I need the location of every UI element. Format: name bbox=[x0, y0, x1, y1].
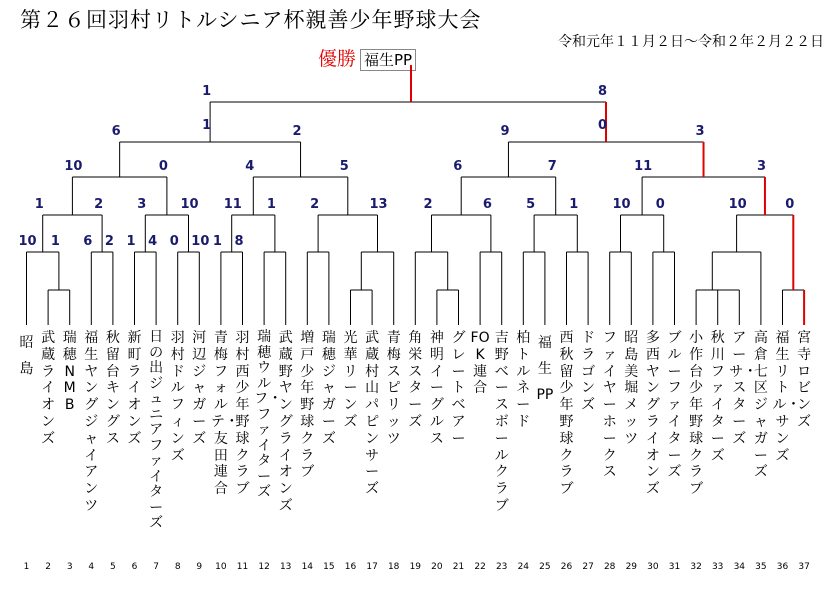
match-score: 10 bbox=[612, 197, 631, 212]
match-score: 0 bbox=[655, 197, 665, 212]
team-number: 10 bbox=[215, 562, 227, 572]
match-score: 5 bbox=[339, 159, 349, 174]
match-score: 4 bbox=[148, 234, 158, 249]
team-name: 羽村西少年野球クラブ bbox=[235, 330, 250, 498]
team-name: 宮寺ロビンズ bbox=[797, 330, 812, 430]
match-score: 2 bbox=[292, 124, 302, 139]
team-name: 小作台少年野球クラブ bbox=[689, 330, 704, 498]
team-name: 柏トルネード bbox=[516, 330, 531, 430]
team-number: 15 bbox=[323, 562, 335, 572]
team-number: 31 bbox=[668, 562, 681, 572]
team-number: 14 bbox=[301, 562, 314, 572]
team-name: 秋川ファイターズ bbox=[710, 330, 725, 464]
team-number: 13 bbox=[279, 562, 292, 572]
match-score: 0 bbox=[785, 197, 795, 212]
match-score: 1 bbox=[266, 197, 276, 212]
team-number: 28 bbox=[603, 562, 616, 572]
match-score: 6 bbox=[111, 124, 121, 139]
team-number: 30 bbox=[647, 562, 659, 572]
match-score: 5 bbox=[526, 197, 536, 212]
match-score: 10 bbox=[191, 234, 210, 249]
team-name: 羽村ドルフィンズ bbox=[170, 330, 185, 464]
team-name: 福生リトル・サンズ bbox=[772, 330, 801, 464]
team-number: 29 bbox=[625, 562, 638, 572]
team-name: 瑞穂NMB bbox=[62, 330, 77, 414]
team-name: 秋留台キングス bbox=[105, 330, 120, 447]
team-name: 昭島美堀メッツ bbox=[624, 330, 639, 447]
team-number: 23 bbox=[495, 562, 508, 572]
match-score: 6 bbox=[453, 159, 463, 174]
team-number: 22 bbox=[474, 562, 486, 572]
team-name: ブルーファイターズ bbox=[667, 330, 682, 481]
team-name: 新町ライオンズ bbox=[127, 330, 142, 447]
match-score: 1 bbox=[202, 84, 212, 99]
team-name: 武蔵野ヤングライオンズ bbox=[278, 330, 293, 514]
team-number: 20 bbox=[431, 562, 443, 572]
match-score: 3 bbox=[756, 159, 766, 174]
team-number: 33 bbox=[711, 562, 724, 572]
team-name: ドラゴンズ bbox=[581, 330, 596, 414]
match-score: 13 bbox=[369, 197, 388, 212]
match-score: 0 bbox=[597, 118, 608, 133]
team-name: 青梅スピリッツ bbox=[386, 330, 401, 447]
match-score: 10 bbox=[18, 234, 37, 249]
team-name: 角栄スターズ bbox=[408, 330, 423, 430]
match-score: 0 bbox=[158, 159, 168, 174]
match-score: 11 bbox=[634, 159, 653, 174]
team-name: 河辺ジャガーズ bbox=[192, 330, 207, 447]
match-score: 3 bbox=[695, 124, 705, 139]
team-name: グレートベアー bbox=[451, 330, 466, 447]
team-number: 17 bbox=[366, 562, 378, 572]
match-score: 8 bbox=[597, 84, 608, 99]
team-number: 32 bbox=[690, 562, 702, 572]
team-number: 36 bbox=[776, 562, 789, 572]
team-name: 光華リーンズ bbox=[343, 330, 358, 430]
match-score: 7 bbox=[547, 159, 557, 174]
team-number: 9 bbox=[196, 562, 203, 572]
team-name: 瑞穂ジャガーズ bbox=[321, 330, 336, 447]
match-score: 1 bbox=[34, 197, 44, 212]
team-number: 18 bbox=[387, 562, 400, 572]
match-score: 3 bbox=[137, 197, 147, 212]
team-number: 24 bbox=[517, 562, 530, 572]
team-number: 25 bbox=[539, 562, 551, 572]
team-number: 19 bbox=[409, 562, 422, 572]
team-number: 16 bbox=[344, 562, 357, 572]
team-number: 4 bbox=[88, 562, 95, 572]
match-score: 4 bbox=[245, 159, 255, 174]
team-name: 吉野ベースボールクラブ bbox=[494, 330, 509, 514]
team-name: 武蔵村山パピンサーズ bbox=[365, 330, 380, 498]
team-number: 35 bbox=[755, 562, 767, 572]
team-number: 8 bbox=[174, 562, 181, 572]
match-score: 0 bbox=[169, 234, 179, 249]
team-name: 多西ヤングライオンズ bbox=[645, 330, 660, 498]
team-number: 1 bbox=[23, 562, 30, 572]
team-number: 2 bbox=[45, 562, 51, 572]
team-number: 6 bbox=[131, 562, 138, 572]
match-score: 2 bbox=[310, 197, 320, 212]
match-score: 1 bbox=[126, 234, 136, 249]
team-name: 武蔵ライオンズ bbox=[41, 330, 56, 447]
match-score: 9 bbox=[500, 124, 510, 139]
match-score: 8 bbox=[234, 234, 244, 249]
team-name: 西秋留少年野球クラブ bbox=[559, 330, 574, 498]
team-number: 27 bbox=[582, 562, 594, 572]
team-number: 12 bbox=[258, 562, 270, 572]
match-score: 6 bbox=[83, 234, 93, 249]
team-name: ファイヤーホークス bbox=[602, 330, 617, 481]
match-score: 2 bbox=[423, 197, 433, 212]
team-number: 21 bbox=[452, 562, 465, 572]
team-number: 3 bbox=[66, 562, 73, 572]
team-number: 11 bbox=[236, 562, 249, 572]
team-number: 7 bbox=[153, 562, 159, 572]
team-name: アーサ・スターズ bbox=[729, 330, 758, 447]
team-name: 青梅フォルテ・友田連合 bbox=[210, 330, 239, 498]
match-score: 6 bbox=[482, 197, 492, 212]
match-score: 2 bbox=[94, 197, 104, 212]
match-score: 10 bbox=[64, 159, 83, 174]
team-number: 26 bbox=[560, 562, 573, 572]
team-number: 37 bbox=[798, 562, 810, 572]
team-name: 増戸少年野球クラブ bbox=[300, 330, 315, 481]
team-name: 福生PP bbox=[536, 335, 554, 403]
team-name: 福生ヤングジャイアンツ bbox=[84, 330, 99, 514]
match-score: 11 bbox=[223, 197, 242, 212]
match-score: 1 bbox=[202, 118, 212, 133]
tournament-dates: 令和元年１１月２日～令和２年２月２２日 bbox=[558, 34, 824, 50]
match-score: 10 bbox=[180, 197, 199, 212]
team-name: 瑞穂ウルフ・ファイターズ bbox=[254, 329, 283, 500]
champion-label: 優勝 bbox=[318, 48, 357, 70]
match-score: 1 bbox=[50, 234, 60, 249]
team-name: 昭島 bbox=[19, 335, 34, 377]
tournament-title: 第２６回羽村リトルシニア杯親善少年野球大会 bbox=[20, 8, 482, 32]
match-score: 1 bbox=[569, 197, 579, 212]
match-score: 10 bbox=[728, 197, 747, 212]
team-name: FOK連合 bbox=[470, 330, 490, 397]
team-name: 神明イーグルス bbox=[429, 330, 444, 447]
champion-name: 福生PP bbox=[360, 49, 416, 71]
team-number: 5 bbox=[110, 562, 116, 572]
team-name: 高倉七区ジャガーズ bbox=[753, 330, 768, 481]
team-name: 日の出ジュニアファイターズ bbox=[149, 329, 164, 531]
match-score: 2 bbox=[104, 234, 114, 249]
match-score: 1 bbox=[212, 234, 222, 249]
team-number: 34 bbox=[733, 562, 746, 572]
